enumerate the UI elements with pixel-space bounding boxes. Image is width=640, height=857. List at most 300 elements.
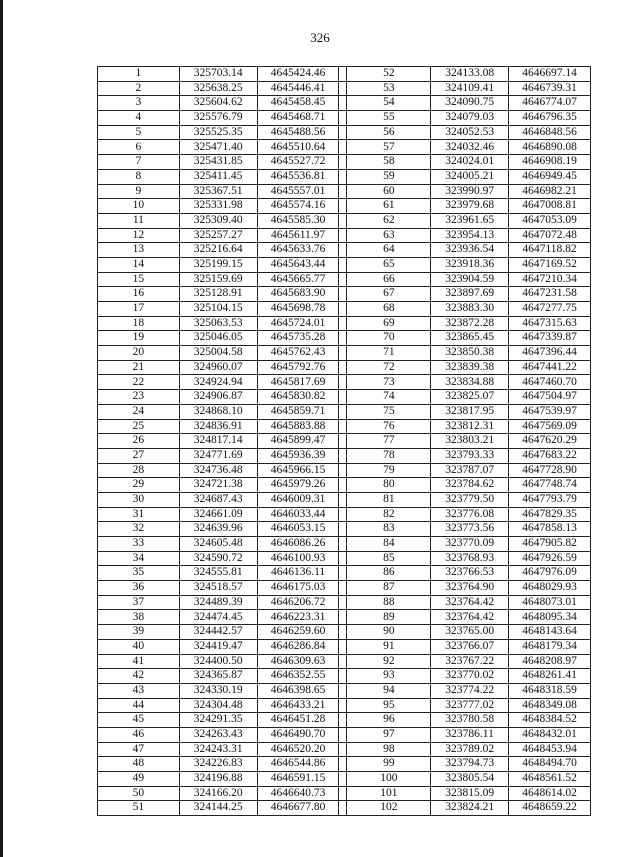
table-row (98, 390, 591, 405)
column-gap (339, 610, 347, 625)
y-coordinate-cell: 4646677.80 (257, 801, 339, 816)
table-row (98, 772, 591, 787)
point-number-cell: 41 (98, 654, 180, 669)
x-coordinate-cell: 324400.50 (179, 654, 257, 669)
x-coordinate-cell: 323779.50 (431, 492, 509, 507)
y-coordinate-cell: 4647396.44 (509, 346, 591, 361)
point-number-cell: 40 (98, 639, 180, 654)
table-row (98, 566, 591, 581)
y-coordinate-cell: 4645792.76 (257, 360, 339, 375)
point-number-cell: 9 (98, 184, 180, 199)
column-gap (339, 581, 347, 596)
x-coordinate-cell: 323780.58 (431, 713, 509, 728)
point-number-cell: 8 (98, 169, 180, 184)
x-coordinate-cell: 323764.90 (431, 581, 509, 596)
table-row (98, 727, 591, 742)
y-coordinate-cell: 4645557.01 (257, 184, 339, 199)
x-coordinate-cell: 323774.22 (431, 683, 509, 698)
x-coordinate-cell: 324442.57 (179, 625, 257, 640)
point-number-cell: 28 (98, 463, 180, 478)
y-coordinate-cell: 4646259.60 (257, 625, 339, 640)
y-coordinate-cell: 4646451.28 (257, 713, 339, 728)
x-coordinate-cell: 325638.25 (179, 81, 257, 96)
point-number-cell: 94 (347, 683, 431, 698)
x-coordinate-cell: 323815.09 (431, 786, 509, 801)
column-gap (339, 434, 347, 449)
column-gap (339, 727, 347, 742)
y-coordinate-cell: 4645424.46 (257, 67, 339, 82)
column-gap (339, 213, 347, 228)
point-number-cell: 75 (347, 404, 431, 419)
y-coordinate-cell: 4646890.08 (509, 140, 591, 155)
y-coordinate-cell: 4646433.21 (257, 698, 339, 713)
y-coordinate-cell: 4647748.74 (509, 478, 591, 493)
table-row (98, 522, 591, 537)
point-number-cell: 17 (98, 302, 180, 317)
table-row (98, 786, 591, 801)
y-coordinate-cell: 4647728.90 (509, 463, 591, 478)
x-coordinate-cell: 323787.07 (431, 463, 509, 478)
x-coordinate-cell: 325471.40 (179, 140, 257, 155)
y-coordinate-cell: 4645936.39 (257, 448, 339, 463)
x-coordinate-cell: 324687.43 (179, 492, 257, 507)
table-row (98, 243, 591, 258)
y-coordinate-cell: 4645899.47 (257, 434, 339, 449)
y-coordinate-cell: 4648179.34 (509, 639, 591, 654)
column-gap (339, 683, 347, 698)
column-gap (339, 478, 347, 493)
column-gap (339, 625, 347, 640)
table-row (98, 360, 591, 375)
point-number-cell: 33 (98, 537, 180, 552)
y-coordinate-cell: 4647569.09 (509, 419, 591, 434)
point-number-cell: 70 (347, 331, 431, 346)
x-coordinate-cell: 325104.15 (179, 302, 257, 317)
column-gap (339, 537, 347, 552)
y-coordinate-cell: 4645859.71 (257, 404, 339, 419)
table-row (98, 96, 591, 111)
point-number-cell: 7 (98, 155, 180, 170)
y-coordinate-cell: 4646520.20 (257, 742, 339, 757)
x-coordinate-cell: 324817.14 (179, 434, 257, 449)
column-gap (339, 786, 347, 801)
point-number-cell: 46 (98, 727, 180, 742)
point-number-cell: 35 (98, 566, 180, 581)
column-gap (339, 243, 347, 258)
table-row (98, 654, 591, 669)
x-coordinate-cell: 324144.25 (179, 801, 257, 816)
x-coordinate-cell: 324090.75 (431, 96, 509, 111)
point-number-cell: 39 (98, 625, 180, 640)
column-gap (339, 772, 347, 787)
y-coordinate-cell: 4646033.44 (257, 507, 339, 522)
point-number-cell: 22 (98, 375, 180, 390)
point-number-cell: 78 (347, 448, 431, 463)
page-number: 326 (310, 30, 330, 45)
x-coordinate-cell: 324736.48 (179, 463, 257, 478)
point-number-cell: 95 (347, 698, 431, 713)
point-number-cell: 60 (347, 184, 431, 199)
column-gap (339, 375, 347, 390)
x-coordinate-cell: 323767.22 (431, 654, 509, 669)
table-row (98, 683, 591, 698)
y-coordinate-cell: 4648494.70 (509, 757, 591, 772)
point-number-cell: 1 (98, 67, 180, 82)
y-coordinate-cell: 4647210.34 (509, 272, 591, 287)
y-coordinate-cell: 4648384.52 (509, 713, 591, 728)
point-number-cell: 76 (347, 419, 431, 434)
y-coordinate-cell: 4646286.84 (257, 639, 339, 654)
point-number-cell: 6 (98, 140, 180, 155)
x-coordinate-cell: 325004.58 (179, 346, 257, 361)
point-number-cell: 51 (98, 801, 180, 816)
point-number-cell: 89 (347, 610, 431, 625)
table-row (98, 257, 591, 272)
y-coordinate-cell: 4645536.81 (257, 169, 339, 184)
y-coordinate-cell: 4647683.22 (509, 448, 591, 463)
table-row (98, 507, 591, 522)
x-coordinate-cell: 323794.73 (431, 757, 509, 772)
table-row (98, 331, 591, 346)
x-coordinate-cell: 324304.48 (179, 698, 257, 713)
point-number-cell: 81 (347, 492, 431, 507)
x-coordinate-cell: 323786.11 (431, 727, 509, 742)
x-coordinate-cell: 323961.65 (431, 213, 509, 228)
table-row (98, 140, 591, 155)
point-number-cell: 64 (347, 243, 431, 258)
y-coordinate-cell: 4648659.22 (509, 801, 591, 816)
point-number-cell: 14 (98, 257, 180, 272)
x-coordinate-cell: 325525.35 (179, 125, 257, 140)
x-coordinate-cell: 324365.87 (179, 669, 257, 684)
point-number-cell: 85 (347, 551, 431, 566)
point-number-cell: 43 (98, 683, 180, 698)
point-number-cell: 66 (347, 272, 431, 287)
point-number-cell: 93 (347, 669, 431, 684)
point-number-cell: 20 (98, 346, 180, 361)
y-coordinate-cell: 4645698.78 (257, 302, 339, 317)
column-gap (339, 404, 347, 419)
table-row (98, 801, 591, 816)
x-coordinate-cell: 324243.31 (179, 742, 257, 757)
x-coordinate-cell: 323764.42 (431, 595, 509, 610)
y-coordinate-cell: 4646490.70 (257, 727, 339, 742)
x-coordinate-cell: 324924.94 (179, 375, 257, 390)
x-coordinate-cell: 324133.08 (431, 67, 509, 82)
x-coordinate-cell: 324906.87 (179, 390, 257, 405)
y-coordinate-cell: 4648143.64 (509, 625, 591, 640)
x-coordinate-cell: 323817.95 (431, 404, 509, 419)
y-coordinate-cell: 4647976.09 (509, 566, 591, 581)
column-gap (339, 801, 347, 816)
point-number-cell: 59 (347, 169, 431, 184)
point-number-cell: 98 (347, 742, 431, 757)
y-coordinate-cell: 4647339.87 (509, 331, 591, 346)
x-coordinate-cell: 324291.35 (179, 713, 257, 728)
column-gap (339, 551, 347, 566)
column-gap (339, 669, 347, 684)
y-coordinate-cell: 4645724.01 (257, 316, 339, 331)
x-coordinate-cell: 325199.15 (179, 257, 257, 272)
x-coordinate-cell: 324721.38 (179, 478, 257, 493)
table-row (98, 713, 591, 728)
point-number-cell: 80 (347, 478, 431, 493)
y-coordinate-cell: 4647620.29 (509, 434, 591, 449)
point-number-cell: 12 (98, 228, 180, 243)
x-coordinate-cell: 323839.38 (431, 360, 509, 375)
x-coordinate-cell: 325309.40 (179, 213, 257, 228)
x-coordinate-cell: 323872.28 (431, 316, 509, 331)
x-coordinate-cell: 323766.53 (431, 566, 509, 581)
x-coordinate-cell: 323770.02 (431, 669, 509, 684)
table-row (98, 81, 591, 96)
x-coordinate-cell: 324639.96 (179, 522, 257, 537)
x-coordinate-cell: 325411.45 (179, 169, 257, 184)
coordinates-table-body (98, 67, 591, 816)
column-gap (339, 757, 347, 772)
point-number-cell: 71 (347, 346, 431, 361)
y-coordinate-cell: 4645817.69 (257, 375, 339, 390)
table-row (98, 228, 591, 243)
x-coordinate-cell: 323865.45 (431, 331, 509, 346)
y-coordinate-cell: 4648261.41 (509, 669, 591, 684)
table-row (98, 346, 591, 361)
x-coordinate-cell: 325331.98 (179, 199, 257, 214)
table-row (98, 478, 591, 493)
x-coordinate-cell: 324605.48 (179, 537, 257, 552)
x-coordinate-cell: 325576.79 (179, 111, 257, 126)
x-coordinate-cell: 325159.69 (179, 272, 257, 287)
x-coordinate-cell: 323825.07 (431, 390, 509, 405)
x-coordinate-cell: 325216.64 (179, 243, 257, 258)
y-coordinate-cell: 4647441.22 (509, 360, 591, 375)
y-coordinate-cell: 4647315.63 (509, 316, 591, 331)
point-number-cell: 49 (98, 772, 180, 787)
point-number-cell: 87 (347, 581, 431, 596)
point-number-cell: 36 (98, 581, 180, 596)
column-gap (339, 698, 347, 713)
y-coordinate-cell: 4646223.31 (257, 610, 339, 625)
x-coordinate-cell: 323850.38 (431, 346, 509, 361)
x-coordinate-cell: 325367.51 (179, 184, 257, 199)
y-coordinate-cell: 4647829.35 (509, 507, 591, 522)
table-row (98, 434, 591, 449)
column-gap (339, 742, 347, 757)
y-coordinate-cell: 4648561.52 (509, 772, 591, 787)
y-coordinate-cell: 4648614.02 (509, 786, 591, 801)
point-number-cell: 53 (347, 81, 431, 96)
point-number-cell: 56 (347, 125, 431, 140)
y-coordinate-cell: 4648349.08 (509, 698, 591, 713)
point-number-cell: 99 (347, 757, 431, 772)
table-row (98, 610, 591, 625)
column-gap (339, 155, 347, 170)
point-number-cell: 83 (347, 522, 431, 537)
column-gap (339, 125, 347, 140)
x-coordinate-cell: 323918.36 (431, 257, 509, 272)
table-row (98, 111, 591, 126)
x-coordinate-cell: 324005.21 (431, 169, 509, 184)
column-gap (339, 507, 347, 522)
point-number-cell: 31 (98, 507, 180, 522)
y-coordinate-cell: 4645468.71 (257, 111, 339, 126)
x-coordinate-cell: 324052.53 (431, 125, 509, 140)
x-coordinate-cell: 324109.41 (431, 81, 509, 96)
point-number-cell: 27 (98, 448, 180, 463)
column-gap (339, 111, 347, 126)
y-coordinate-cell: 4645510.64 (257, 140, 339, 155)
table-row (98, 625, 591, 640)
y-coordinate-cell: 4647926.59 (509, 551, 591, 566)
point-number-cell: 62 (347, 213, 431, 228)
table-row (98, 537, 591, 552)
point-number-cell: 48 (98, 757, 180, 772)
y-coordinate-cell: 4647053.09 (509, 213, 591, 228)
table-row (98, 155, 591, 170)
y-coordinate-cell: 4645585.30 (257, 213, 339, 228)
x-coordinate-cell: 324661.09 (179, 507, 257, 522)
y-coordinate-cell: 4645683.90 (257, 287, 339, 302)
column-gap (339, 390, 347, 405)
y-coordinate-cell: 4648208.97 (509, 654, 591, 669)
y-coordinate-cell: 4646009.31 (257, 492, 339, 507)
point-number-cell: 74 (347, 390, 431, 405)
x-coordinate-cell: 325063.53 (179, 316, 257, 331)
point-number-cell: 26 (98, 434, 180, 449)
x-coordinate-cell: 325703.14 (179, 67, 257, 82)
point-number-cell: 11 (98, 213, 180, 228)
column-gap (339, 492, 347, 507)
point-number-cell: 90 (347, 625, 431, 640)
point-number-cell: 5 (98, 125, 180, 140)
x-coordinate-cell: 323784.62 (431, 478, 509, 493)
column-gap (339, 287, 347, 302)
table-row (98, 316, 591, 331)
table-row (98, 287, 591, 302)
point-number-cell: 82 (347, 507, 431, 522)
column-gap (339, 639, 347, 654)
y-coordinate-cell: 4648453.94 (509, 742, 591, 757)
y-coordinate-cell: 4645979.26 (257, 478, 339, 493)
y-coordinate-cell: 4645527.72 (257, 155, 339, 170)
x-coordinate-cell: 325604.62 (179, 96, 257, 111)
column-gap (339, 199, 347, 214)
y-coordinate-cell: 4646086.26 (257, 537, 339, 552)
scan-edge (0, 0, 3, 857)
table-row (98, 698, 591, 713)
column-gap (339, 67, 347, 82)
x-coordinate-cell: 324771.69 (179, 448, 257, 463)
y-coordinate-cell: 4646774.07 (509, 96, 591, 111)
point-number-cell: 29 (98, 478, 180, 493)
column-gap (339, 448, 347, 463)
column-gap (339, 331, 347, 346)
point-number-cell: 52 (347, 67, 431, 82)
point-number-cell: 91 (347, 639, 431, 654)
y-coordinate-cell: 4648073.01 (509, 595, 591, 610)
point-number-cell: 100 (347, 772, 431, 787)
table-row (98, 213, 591, 228)
x-coordinate-cell: 324960.07 (179, 360, 257, 375)
y-coordinate-cell: 4646100.93 (257, 551, 339, 566)
point-number-cell: 77 (347, 434, 431, 449)
y-coordinate-cell: 4647460.70 (509, 375, 591, 390)
table-row (98, 448, 591, 463)
column-gap (339, 419, 347, 434)
point-number-cell: 96 (347, 713, 431, 728)
y-coordinate-cell: 4645611.97 (257, 228, 339, 243)
column-gap (339, 302, 347, 317)
y-coordinate-cell: 4645643.44 (257, 257, 339, 272)
y-coordinate-cell: 4646352.55 (257, 669, 339, 684)
y-coordinate-cell: 4647858.13 (509, 522, 591, 537)
point-number-cell: 24 (98, 404, 180, 419)
point-number-cell: 61 (347, 199, 431, 214)
coordinates-table (97, 66, 591, 816)
x-coordinate-cell: 325128.91 (179, 287, 257, 302)
table-row (98, 463, 591, 478)
table-row (98, 67, 591, 82)
x-coordinate-cell: 324419.47 (179, 639, 257, 654)
column-gap (339, 522, 347, 537)
x-coordinate-cell: 323979.68 (431, 199, 509, 214)
point-number-cell: 63 (347, 228, 431, 243)
column-gap (339, 654, 347, 669)
point-number-cell: 16 (98, 287, 180, 302)
table-row (98, 669, 591, 684)
y-coordinate-cell: 4645633.76 (257, 243, 339, 258)
point-number-cell: 79 (347, 463, 431, 478)
table-row (98, 302, 591, 317)
y-coordinate-cell: 4645966.15 (257, 463, 339, 478)
table-row (98, 125, 591, 140)
x-coordinate-cell: 323883.30 (431, 302, 509, 317)
point-number-cell: 102 (347, 801, 431, 816)
point-number-cell: 68 (347, 302, 431, 317)
point-number-cell: 57 (347, 140, 431, 155)
x-coordinate-cell: 323990.97 (431, 184, 509, 199)
y-coordinate-cell: 4646949.45 (509, 169, 591, 184)
y-coordinate-cell: 4648029.93 (509, 581, 591, 596)
y-coordinate-cell: 4647504.97 (509, 390, 591, 405)
point-number-cell: 88 (347, 595, 431, 610)
y-coordinate-cell: 4646908.19 (509, 155, 591, 170)
x-coordinate-cell: 323897.69 (431, 287, 509, 302)
x-coordinate-cell: 324555.81 (179, 566, 257, 581)
column-gap (339, 316, 347, 331)
y-coordinate-cell: 4647072.48 (509, 228, 591, 243)
column-gap (339, 346, 347, 361)
y-coordinate-cell: 4646640.73 (257, 786, 339, 801)
y-coordinate-cell: 4646136.11 (257, 566, 339, 581)
y-coordinate-cell: 4645458.45 (257, 96, 339, 111)
x-coordinate-cell: 324836.91 (179, 419, 257, 434)
x-coordinate-cell: 323777.02 (431, 698, 509, 713)
column-gap (339, 96, 347, 111)
x-coordinate-cell: 323770.09 (431, 537, 509, 552)
table-row (98, 169, 591, 184)
x-coordinate-cell: 323793.33 (431, 448, 509, 463)
table-row (98, 551, 591, 566)
y-coordinate-cell: 4646309.63 (257, 654, 339, 669)
y-coordinate-cell: 4645830.82 (257, 390, 339, 405)
y-coordinate-cell: 4645665.77 (257, 272, 339, 287)
column-gap (339, 169, 347, 184)
point-number-cell: 2 (98, 81, 180, 96)
x-coordinate-cell: 324518.57 (179, 581, 257, 596)
x-coordinate-cell: 324196.88 (179, 772, 257, 787)
table-row (98, 419, 591, 434)
